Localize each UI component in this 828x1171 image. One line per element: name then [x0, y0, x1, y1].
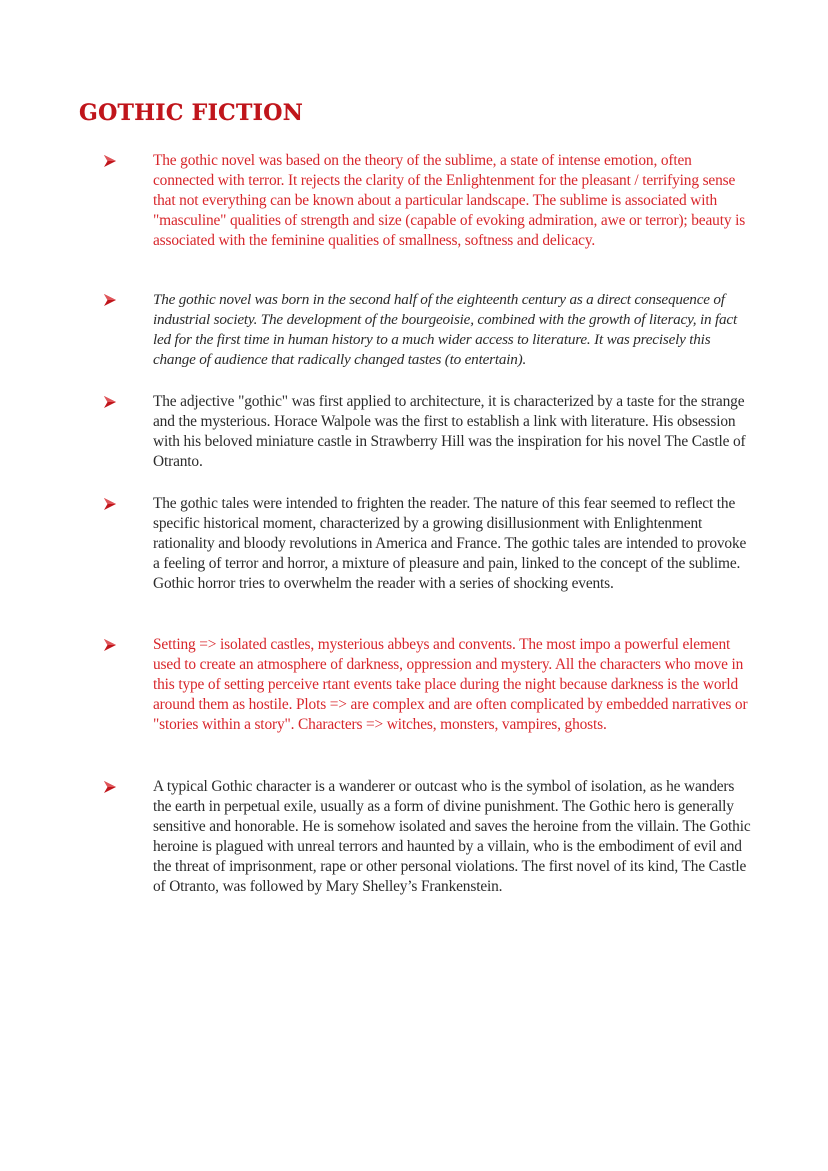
arrowhead-bullet-icon	[103, 293, 117, 307]
paragraph-setting: Setting => isolated castles, mysterious abbeys and convents. The most impo a powerful element used to create an atmosphere of darkness, oppression and mystery. All the characters who move in this type of setting perceive rtant events take place during the night because darkness is the world around them as hostile. Plots => are complex and are often complicated by embedded narratives or "stories within a story". Characters => witches, monsters, vampires, ghosts.	[153, 636, 748, 734]
arrowhead-bullet-icon	[103, 638, 117, 652]
paragraph-gothic-tales: The gothic tales were intended to frighten the reader. The nature of this fear seemed to reflect the specific historical moment, characterized by a growing disillusionment with Enlightenment rationality and bloody revolutions in America and France. The gothic tales are intended to provoke a feeling of terror and horror, a mixture of pleasure and pain, linked to the concept of the sublime. Gothic horror tries to overwhelm the reader with a series of shocking events.	[153, 495, 747, 593]
paragraph-adjective-gothic: The adjective "gothic" was first applied to architecture, it is characterized by a taste for the strange and the mysterious. Horace Walpole was the first to establish a link with literature. His obsession with his beloved miniature castle in Strawberry Hill was the inspiration for his novel The Castle of Otranto.	[153, 393, 746, 471]
paragraph-gothic-character: A typical Gothic character is a wanderer or outcast who is the symbol of isolation, as he wanders the earth in perpetual exile, usually as a form of divine punishment. The Gothic hero is generally sensitive and honorable. He is somehow isolated and saves the heroine from the villain. The Gothic heroine is plagued with unreal terrors and haunted by a villain, who is the embodiment of evil and the threat of imprisonment, rape or other personal violations. The first novel of its kind, The Castle of Otranto, was followed by Mary Shelley’s Frankenstein.	[153, 778, 751, 896]
arrowhead-bullet-icon	[103, 780, 117, 794]
arrowhead-bullet-icon	[103, 395, 117, 409]
arrowhead-bullet-icon	[103, 497, 117, 511]
paragraph-origin: The gothic novel was born in the second half of the eighteenth century as a direct consequence of industrial society. The development of the bourgeoisie, combined with the growth of literacy, in fact led for the first time in human history to a much wider access to literature. It was precisely this change of audience that radically changed tastes (to entertain).	[153, 291, 737, 369]
paragraph-sublime: The gothic novel was based on the theory of the sublime, a state of intense emotion, often connected with terror. It rejects the clarity of the Enlightenment for the pleasant / terrifying sense that not everything can be known about a particular landscape. The sublime is associated with "masculine" qualities of strength and size (capable of evoking admiration, awe or terror); beauty is associated with the feminine qualities of smallness, softness and delicacy.	[153, 152, 746, 250]
page-title: GOTHIC FICTION	[79, 100, 304, 126]
arrowhead-bullet-icon	[103, 154, 117, 168]
